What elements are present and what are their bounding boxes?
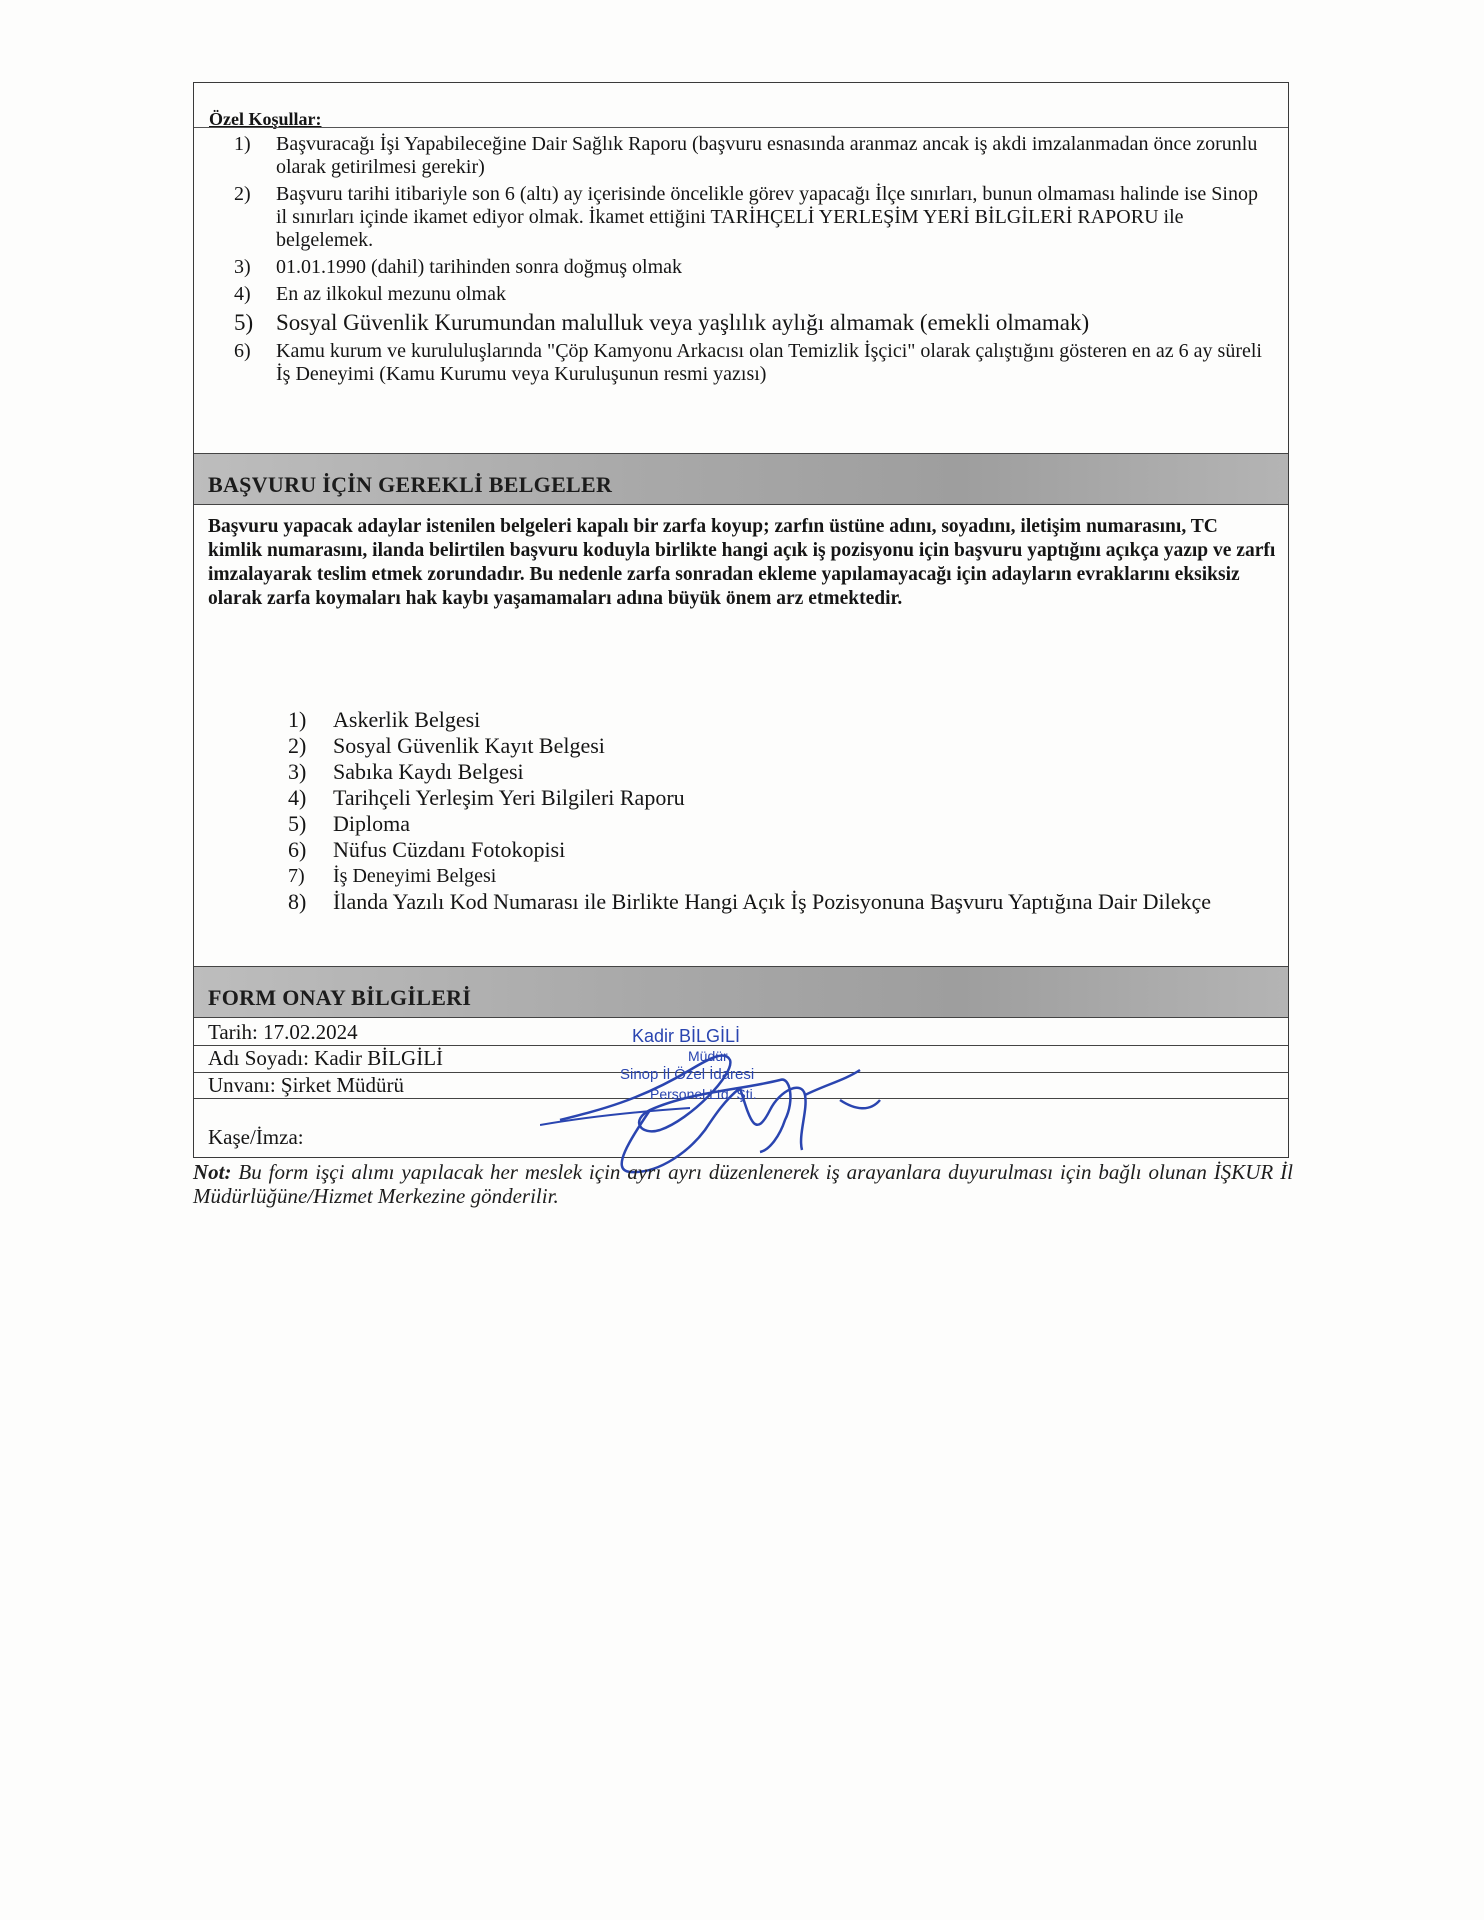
list-item <box>234 133 1274 179</box>
list-item <box>234 283 1274 306</box>
condition-text: 01.01.1990 (dahil) tarihinden sonra doğmuş olmak <box>276 256 683 278</box>
document-name: İlanda Yazılı Kod Numarası ile Birlikte Hangi Açık İş Pozisyonuna Başvuru Yaptığına Dair Dilekçe <box>333 889 1212 914</box>
stamp-signature-label: Kaşe/İmza: <box>208 1125 304 1149</box>
stamp-line: Kadir BİLGİLİ <box>632 1026 741 1046</box>
name-field: Adı Soyadı: Kadir BİLGİLİ <box>208 1046 444 1070</box>
form-approval-header <box>194 966 1288 1018</box>
condition-text: Başvuracağı İşi Yapabileceğine Dair Sağlık Raporu (başvuru esnasında aranmaz ancak iş akdi imzalanmadan önce zorunlu olarak getirilmesi gerekir) <box>276 133 1258 178</box>
divider <box>194 127 1288 128</box>
special-conditions-list <box>234 133 1274 390</box>
item-number: 5) <box>234 310 254 335</box>
document-name: Nüfus Cüzdanı Fotokopisi <box>333 837 566 862</box>
list-item <box>288 733 1248 759</box>
required-documents-header <box>194 453 1288 505</box>
list-item <box>234 183 1274 252</box>
item-number: 5) <box>288 811 307 836</box>
title-field: Unvanı: Şirket Müdürü <box>208 1073 404 1097</box>
condition-text: En az ilkokul mezunu olmak <box>276 283 506 305</box>
condition-text: Başvuru tarihi itibariyle son 6 (altı) ay içerisinde öncelikle görev yapacağı İlçe sınırları, bunun olmaması halinde ise Sinop il sınırları içinde ikamet ediyor olmak. İkamet ettiğini TARİHÇELİ YERLEŞİM YERİ BİLGİLERİ RAPORU ile belgelemek. <box>276 183 1258 251</box>
special-conditions-title: Özel Koşullar: <box>209 109 322 129</box>
required-documents-intro: Başvuru yapacak adaylar istenilen belgeleri kapalı bir zarfa koyup; zarfın üstüne adını, soyadını, iletişim numarasını, TC kimlik numarasını, ilanda belirtilen başvuru koduyla birlikte hangi açık iş pozisyonu için başvuru yaptığını açıkça yazıp ve zarfı imzalayarak teslim etmek zorundadır. Bu nedenle zarfa sonradan ekleme yapılamayacağı için adayların evraklarını eksiksiz olarak zarfa koymaları hak kaybı yaşamamaları adına büyük önem arz etmektedir. <box>208 516 1276 609</box>
handwritten-signature <box>540 1040 900 1180</box>
required-documents-list <box>288 707 1248 915</box>
item-number: 2) <box>288 733 307 758</box>
document-name: Sosyal Güvenlik Kayıt Belgesi <box>333 733 605 758</box>
document-name: İş Deneyimi Belgesi <box>333 865 497 887</box>
list-item <box>288 889 1248 915</box>
form-note <box>193 1160 1293 1208</box>
item-number: 7) <box>288 865 305 887</box>
date-field: Tarih: 17.02.2024 <box>208 1020 358 1044</box>
note-label: Not: <box>193 1160 232 1184</box>
document-name: Tarihçeli Yerleşim Yeri Bilgileri Raporu <box>333 785 685 810</box>
item-number: 3) <box>234 256 251 278</box>
item-number: 3) <box>288 759 307 784</box>
stamp-line: Sinop İl Özel İdaresi <box>620 1066 755 1083</box>
list-item <box>234 256 1274 279</box>
section-title: FORM ONAY BİLGİLERİ <box>208 985 472 1010</box>
item-number: 1) <box>288 707 307 732</box>
item-number: 4) <box>234 283 251 305</box>
list-item <box>234 340 1274 386</box>
condition-text: Sosyal Güvenlik Kurumundan malulluk veya yaşlılık aylığı almamak (emekli olmamak) <box>276 310 1090 335</box>
list-item <box>288 785 1248 811</box>
application-form <box>193 82 1289 1158</box>
item-number: 1) <box>234 133 251 155</box>
document-name: Askerlik Belgesi <box>333 707 481 732</box>
stamp-line: Müdür <box>688 1048 728 1064</box>
item-number: 2) <box>234 183 251 205</box>
stamp-line: Personel Ltd. Şti. <box>650 1086 757 1102</box>
document-name: Diploma <box>333 811 410 836</box>
note-text: Bu form işçi alımı yapılacak her meslek için ayrı ayrı düzenlenerek iş arayanlara duyurulması için bağlı olunan İŞKUR İl Müdürlüğüne/Hizmet Merkezine gönderilir. <box>193 1160 1293 1208</box>
item-number: 6) <box>234 340 251 362</box>
item-number: 8) <box>288 889 307 914</box>
list-item <box>288 863 1248 889</box>
list-item <box>288 837 1248 863</box>
list-item <box>234 310 1274 336</box>
item-number: 4) <box>288 785 307 810</box>
list-item <box>288 759 1248 785</box>
section-title: BAŞVURU İÇİN GEREKLİ BELGELER <box>208 472 613 497</box>
list-item <box>288 707 1248 733</box>
document-name: Sabıka Kaydı Belgesi <box>333 759 524 784</box>
item-number: 6) <box>288 837 307 862</box>
list-item <box>288 811 1248 837</box>
condition-text: Kamu kurum ve kurululuşlarında "Çöp Kamyonu Arkacısı olan Temizlik İşçici" olarak çalıştığını gösteren en az 6 ay süreli İş Deneyimi (Kamu Kurumu veya Kuruluşunun resmi yazısı) <box>276 340 1262 385</box>
